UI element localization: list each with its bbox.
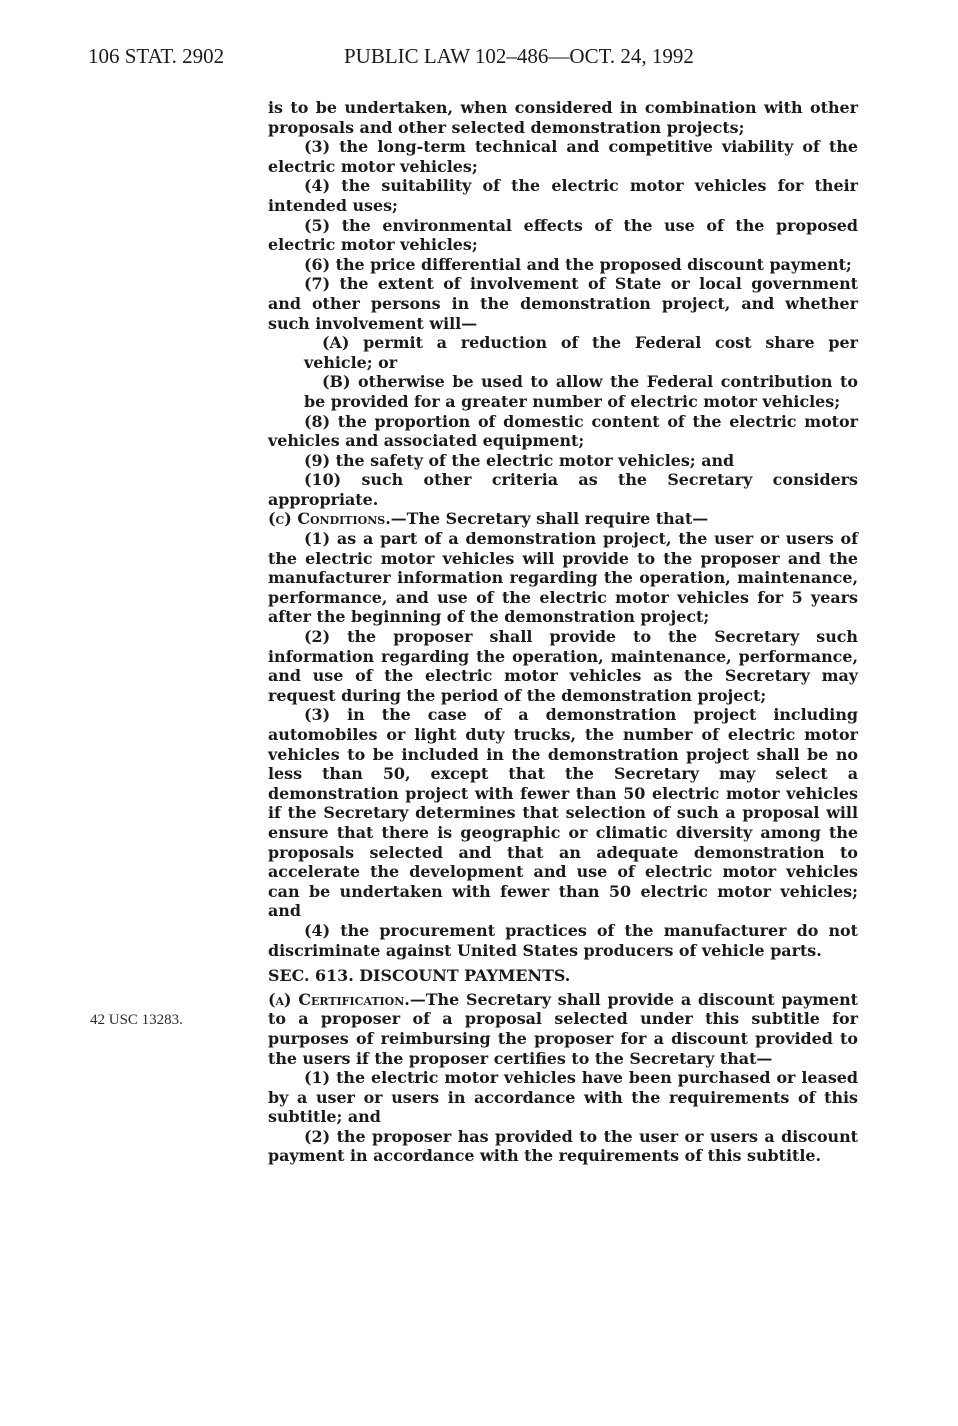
condition-3: (3) in the case of a demonstration project including automobiles or light duty trucks, the number of electric motor vehicles to be included in the demonstration project shall be no less than 50, except that the Secretary may select a demonstration project with fewer than 50 electric motor vehicles if the Secretary determines that selection of such a proposal will ensure that there is geographic or climatic diversity among the proposals selected and that an adequate demonstration to accelerate the development and use of electric motor vehicles can be undertaken with fewer than 50 electric motor vehicles; and (268, 705, 858, 921)
conditions-heading: (c) Conditions. (268, 509, 391, 529)
certification-heading: (a) Certification. (268, 989, 410, 1009)
condition-4: (4) the procurement practices of the manufacturer do not discriminate against United States producers of vehicle parts. (268, 920, 858, 960)
certification-paragraph (268, 990, 858, 1068)
condition-2: (2) the proposer shall provide to the Secretary such information regarding the operation, maintenance, performance, and use of the electric motor vehicles as the Secretary may request during the period of the demonstration project; (268, 627, 858, 705)
criterion-7-a: (A) permit a reduction of the Federal cost share per vehicle; or (304, 333, 858, 372)
criterion-8: (8) the proportion of domestic content of the electric motor vehicles and associated equipment; (268, 411, 858, 451)
body-text (268, 98, 858, 1166)
criterion-4: (4) the suitability of the electric motor vehicles for their intended uses; (268, 176, 858, 215)
criterion-3: (3) the long-term technical and competitive viability of the electric motor vehicles; (268, 137, 858, 176)
conditions-paragraph (268, 509, 858, 529)
certification-item-2: (2) the proposer has provided to the user or users a discount payment in accordance with the requirements of this subtitle. (268, 1126, 858, 1166)
public-law-reference: PUBLIC LAW 102–486—OCT. 24, 1992 (344, 44, 694, 68)
condition-1: (1) as a part of a demonstration project, the user or users of the electric motor vehicles will provide to the proposer and the manufacturer information regarding the operation, maintenance, performance, and use of the electric motor vehicles for 5 years after the beginning of the demonstration project; (268, 529, 858, 627)
criterion-9: (9) the safety of the electric motor vehicles; and (304, 450, 735, 470)
running-head (88, 44, 868, 74)
criterion-10: (10) such other criteria as the Secretary considers appropriate. (268, 470, 858, 509)
criterion-7: (7) the extent of involvement of State or local government and other persons in the demonstration project, and whether such involvement will— (268, 274, 858, 333)
conditions-intro: —The Secretary shall require that— (390, 509, 709, 529)
criterion-7-b: (B) otherwise be used to allow the Federal contribution to be provided for a greater number of electric motor vehicles; (304, 372, 858, 411)
paragraph-continuation: is to be undertaken, when considered in combination with other proposals and other selected demonstration projects; (268, 98, 858, 137)
section-heading: SEC. 613. DISCOUNT PAYMENTS. (268, 966, 571, 986)
criterion-6: (6) the price differential and the proposed discount payment; (304, 254, 852, 274)
usc-margin-note: 42 USC 13283. (90, 1012, 183, 1028)
certification-item-1: (1) the electric motor vehicles have been purchased or leased by a user or users in accordance with the requirements of this subtitle; and (268, 1068, 858, 1127)
criterion-5: (5) the environmental effects of the use of the proposed electric motor vehicles; (268, 215, 858, 255)
stat-reference: 106 STAT. 2902 (88, 44, 225, 68)
certification-intro: —The Secretary shall provide a discount payment to a proposer of a proposal selected under this subtitle for purposes of reimbursing the proposer for a discount provided to the users if the proposer certifies to the Secretary that— (268, 989, 858, 1068)
